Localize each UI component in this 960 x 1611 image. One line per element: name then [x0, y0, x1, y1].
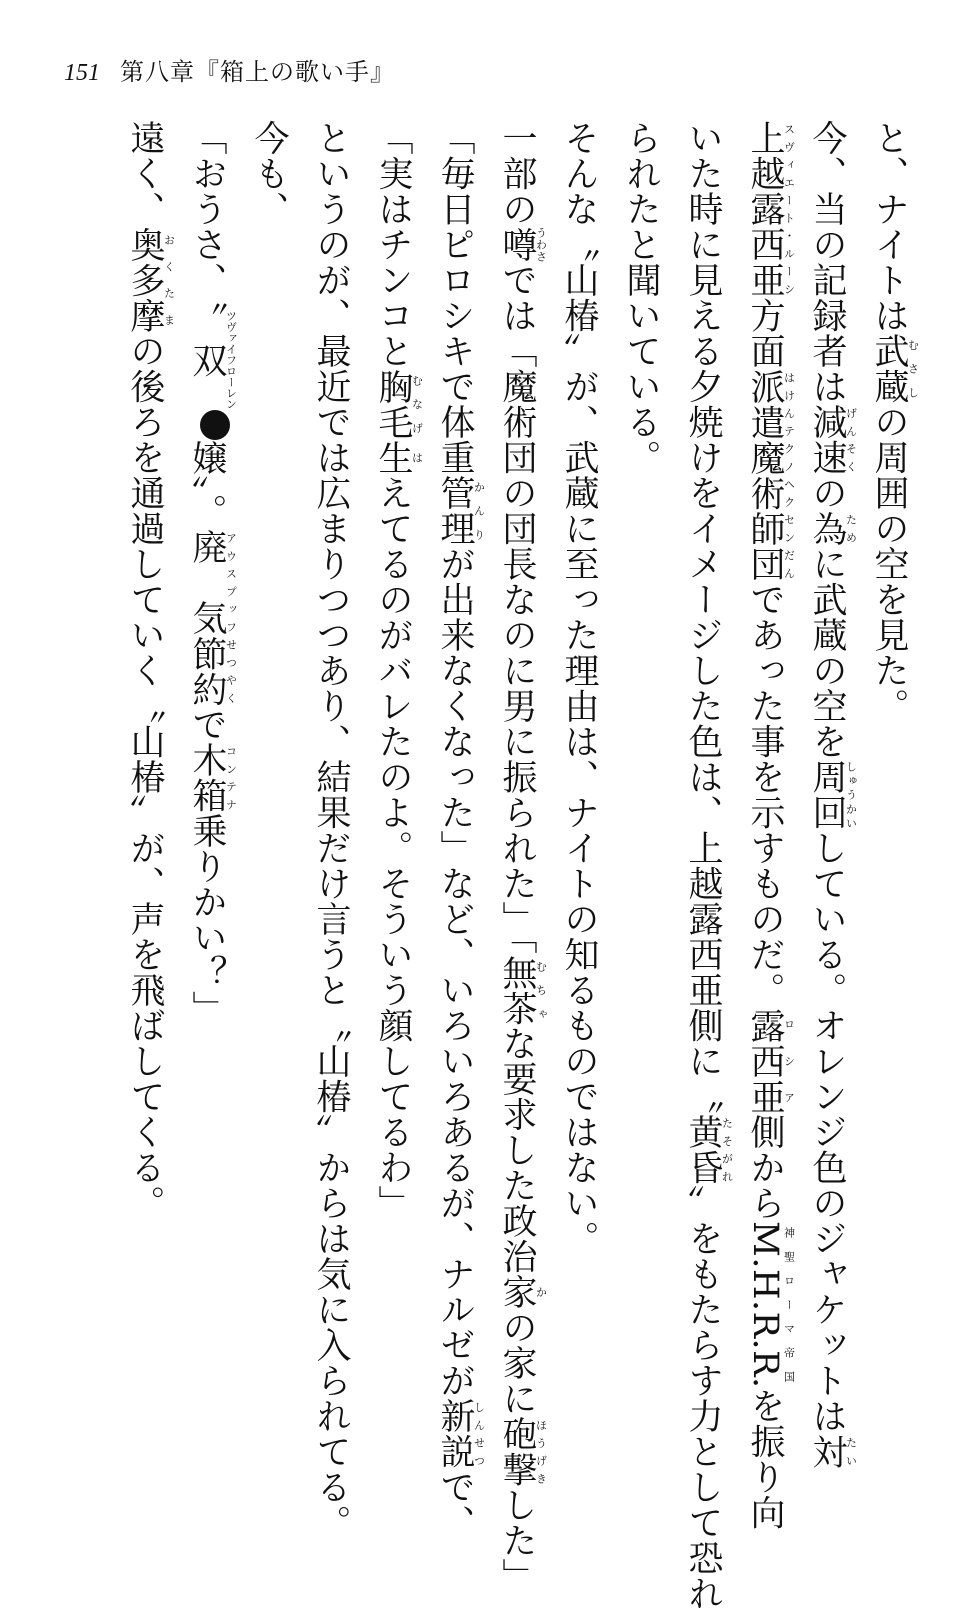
ruby-reading: たい [844, 1433, 858, 1469]
ruby-base: 黄昏 [683, 1114, 723, 1185]
ruby-reading: ロシア [782, 1007, 796, 1114]
text-segment: 遠く、 [125, 120, 165, 227]
ruby-base: 砲撃 [497, 1416, 537, 1487]
ruby-base: 周回 [807, 759, 847, 830]
text-segment: いた時に見える夕焼けをイメージした色は、上越露西亜側に〝 [683, 120, 723, 1114]
text-line [672, 120, 734, 1611]
ruby-reading: むちゃ [534, 954, 548, 1026]
text-line [734, 120, 796, 1531]
ruby-base: 管理 [435, 475, 475, 546]
ruby-word [745, 120, 796, 298]
ruby-base: 節約 [187, 635, 227, 707]
ruby-base: 武蔵 [869, 333, 909, 404]
ruby-reading: だん [782, 546, 796, 582]
ruby-word [187, 310, 238, 410]
ruby-reading: うわさ [534, 226, 548, 262]
text-segment: した」 [497, 1487, 537, 1594]
page-number: 151 [64, 60, 100, 86]
ruby-base: 廃 気 [187, 529, 227, 636]
ruby-word [807, 1433, 858, 1470]
ruby-word [497, 1416, 548, 1487]
ruby-base: 減速 [807, 404, 847, 475]
text-line [176, 120, 238, 1380]
text-segment [187, 405, 227, 441]
text-segment: の周囲の空を見た。 [869, 404, 909, 724]
ruby-word [745, 1220, 796, 1389]
text-segment: であった事を示すものだ。 [745, 581, 785, 1008]
ruby-base: 噂 [497, 226, 537, 262]
text-segment: 〟をもたらす力として恐れ [683, 1185, 723, 1611]
ruby-word [745, 368, 796, 547]
ruby-word [187, 529, 238, 636]
ruby-base: M.H.R.R. [745, 1220, 785, 1389]
ruby-reading: おくたま [162, 226, 176, 333]
ruby-reading: はけんテクノヘクセン [782, 368, 796, 546]
text-segment: な要求した政治 [497, 1025, 537, 1274]
text-line [424, 120, 486, 1540]
text-line [858, 120, 920, 1380]
ruby-reading: か [534, 1274, 548, 1310]
ruby-reading: げんそく [844, 404, 858, 475]
text-line [362, 120, 424, 1380]
ruby-word [869, 333, 920, 404]
ruby-base: 生 [373, 439, 413, 475]
text-segment: で、 [435, 1469, 475, 1540]
ruby-word [435, 475, 486, 546]
chapter-title: 第八章『箱上の歌い手』 [120, 60, 395, 86]
text-segment: に武蔵の空を [807, 546, 847, 759]
text-line [486, 120, 548, 1594]
ruby-reading: コンテナ [224, 742, 238, 813]
ruby-word [125, 226, 176, 334]
text-segment: している。オレンジ色のジャケットは [807, 830, 847, 1434]
ruby-base: 団 [745, 546, 785, 582]
ruby-word [683, 1114, 734, 1185]
vertical-text-body [0, 120, 920, 1611]
ruby-base: 上越露西亜 [745, 120, 785, 298]
text-segment: 側から [745, 1114, 785, 1221]
ruby-word [807, 510, 858, 547]
ruby-base: 対 [807, 1433, 847, 1469]
ruby-word [187, 742, 238, 813]
text-segment: られたと聞いている。 [621, 120, 661, 475]
text-segment: を振り向 [745, 1388, 785, 1531]
text-segment: の後ろを通過していく〝山椿〟が、声を飛ばしてくる。 [125, 333, 165, 1221]
ruby-base: 木箱 [187, 742, 227, 813]
text-segment: えてるのがバレたのよ。そういう顔してるわ」 [373, 475, 413, 1221]
text-segment: で [187, 706, 227, 742]
ruby-word [745, 1007, 796, 1115]
text-segment: 〟。 [187, 475, 227, 529]
ruby-base: 胸毛 [373, 368, 413, 440]
ruby-base: 新説 [435, 1398, 475, 1469]
text-segment: 方面 [745, 297, 785, 369]
ruby-base: 露西亜 [745, 1007, 785, 1114]
ruby-base: 為 [807, 510, 847, 546]
ruby-word [187, 635, 238, 707]
ruby-reading: ほうげき [534, 1416, 548, 1487]
ruby-reading: 神聖ローマ帝国 [782, 1220, 796, 1389]
ruby-word [373, 368, 424, 440]
text-segment: 一部の [497, 120, 537, 227]
text-segment: 今、当の記録者は [807, 120, 847, 404]
ruby-reading: スヴィエート・ルーシ [782, 120, 796, 298]
ruby-base: 双 [187, 310, 227, 410]
ruby-word [497, 226, 548, 263]
ruby-reading: ツヴァイフローレン [224, 310, 238, 410]
text-line [548, 120, 610, 1380]
ruby-word [435, 1398, 486, 1469]
text-line [300, 120, 362, 1540]
ruby-base: 無茶 [497, 954, 537, 1026]
text-line [796, 120, 858, 1469]
ruby-reading: ため [844, 510, 858, 546]
page-header [64, 52, 395, 92]
text-segment: の家に [497, 1309, 537, 1416]
ruby-base: 奥多摩 [125, 226, 165, 333]
text-segment: では「魔術団の団長なのに男に振られた」「 [497, 262, 537, 955]
ruby-reading: せつやく [224, 635, 238, 707]
text-segment: と、ナイトは [869, 120, 909, 333]
ruby-word [497, 1274, 548, 1310]
ruby-reading: アウスプッフ [224, 529, 238, 636]
ruby-reading: は [410, 439, 424, 475]
text-segment: 嬢 [187, 440, 227, 476]
ruby-word [497, 954, 548, 1026]
text-segment: の [807, 475, 847, 511]
ruby-reading: しゅうかい [844, 759, 858, 830]
ruby-base: 家 [497, 1274, 537, 1310]
ruby-reading: むなげ [410, 368, 424, 440]
ruby-word [807, 759, 858, 830]
ruby-reading: かんり [472, 475, 486, 546]
text-segment: というのが、最近では広まりつつあり、結果だけ言うと〝山椿〟からは気に入られてる。 [311, 120, 351, 1540]
section-gap [0, 120, 114, 1380]
ruby-word [373, 439, 424, 476]
text-line [610, 120, 672, 1380]
text-segment: が出来なくなった」など、いろいろあるが、ナルゼが [435, 546, 475, 1398]
ruby-reading: たそがれ [720, 1114, 734, 1185]
ruby-reading: むさし [906, 333, 920, 404]
ruby-base: 派遣魔術師 [745, 368, 785, 546]
text-segment: 「毎日ピロシキで体重 [435, 120, 475, 475]
text-segment: 「おうさ、〝 [187, 120, 227, 316]
ruby-word [807, 404, 858, 475]
text-segment: 「実はチンコと [373, 120, 413, 369]
text-segment: そんな〝山椿〟が、武蔵に至った理由は、ナイトの知るものではない。 [559, 120, 599, 1256]
text-line [238, 120, 300, 1380]
ruby-word [745, 546, 796, 582]
ruby-reading: しんせつ [472, 1398, 486, 1469]
text-line [114, 120, 176, 1380]
text-segment: 今も、 [249, 120, 289, 227]
text-segment: 乗りかい？」 [187, 813, 227, 1026]
